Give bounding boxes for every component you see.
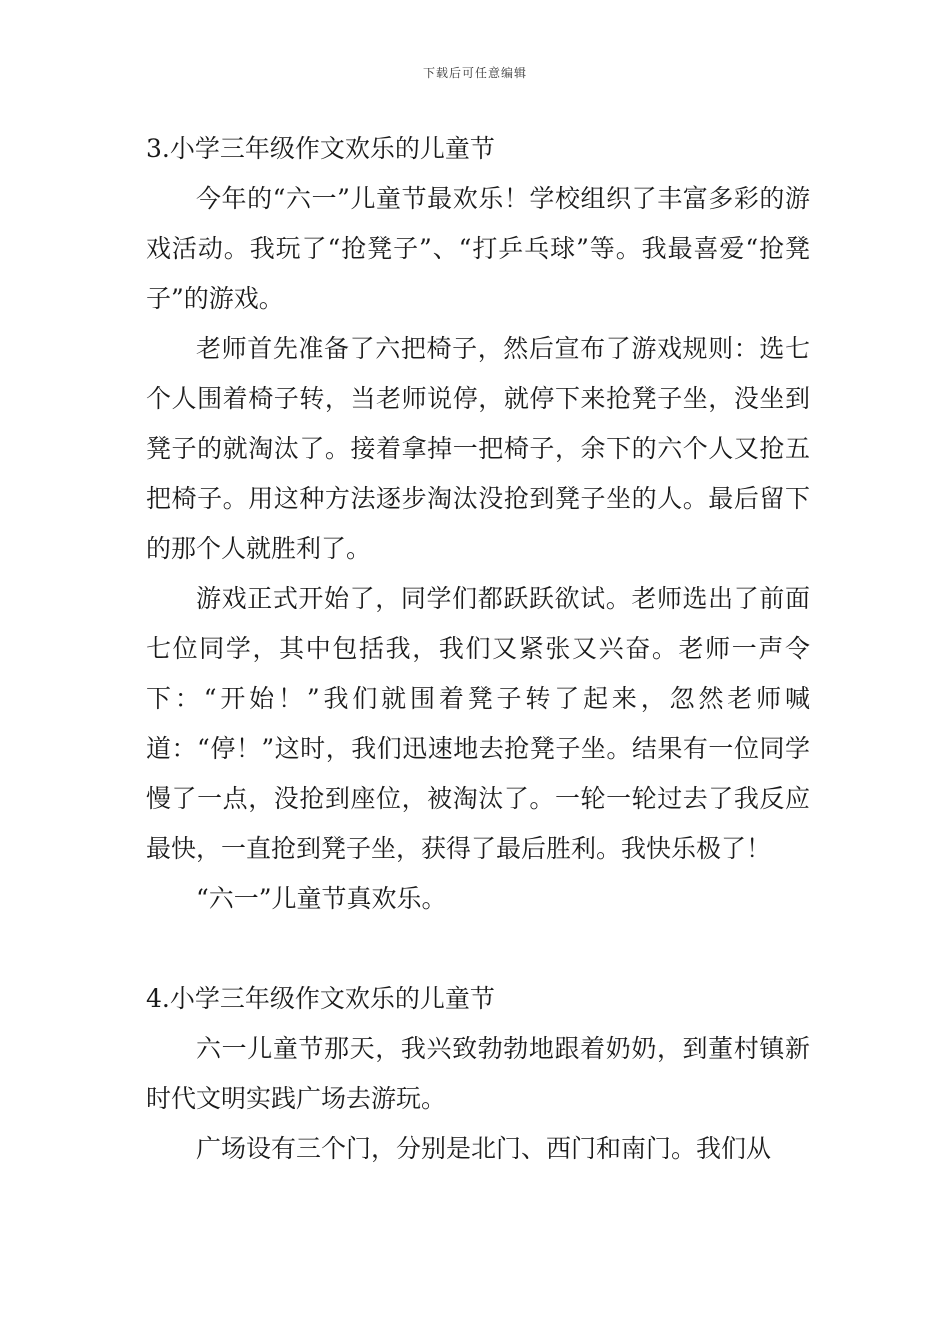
paragraph: 游戏正式开始了，同学们都跃跃欲试。老师选出了前面七位同学，其中包括我，我们又紧张又兴奋。老师一声令下：“开始！”我们就围着凳子转了起来，忽然老师喊道：“停！”这时，我们迅速地去抢凳子坐。结果有一位同学慢了一点，没抢到座位，被淘汰了。一轮一轮过去了我反应最快，一直抢到凳子坐，获得了最后胜利。我快乐极了！ [146,584,810,863]
paragraph: “六一”儿童节真欢乐。 [196,884,447,913]
document-body [146,124,810,1174]
section-spacer [146,924,810,974]
essay-section-4 [146,974,810,1174]
essay-section-3 [146,124,810,924]
paragraph: 广场设有三个门，分别是北门、西门和南门。我们从 [196,1134,772,1163]
section-title: 3.小学三年级作文欢乐的儿童节 [146,134,495,163]
paragraph: 老师首先准备了六把椅子，然后宣布了游戏规则：选七个人围着椅子转，当老师说停，就停下来抢凳子坐，没坐到凳子的就淘汰了。接着拿掉一把椅子，余下的六个人又抢五把椅子。用这种方法逐步淘汰没抢到凳子坐的人。最后留下的那个人就胜利了。 [146,334,810,563]
paragraph: 今年的“六一”儿童节最欢乐！学校组织了丰富多彩的游戏活动。我玩了“抢凳子”、“打乒乓球”等。我最喜爱“抢凳子”的游戏。 [146,184,810,313]
paragraph: 六一儿童节那天，我兴致勃勃地跟着奶奶，到董村镇新时代文明实践广场去游玩。 [146,1034,810,1113]
section-title: 4.小学三年级作文欢乐的儿童节 [146,984,495,1013]
page-header: 下载后可任意编辑 [422,66,527,80]
